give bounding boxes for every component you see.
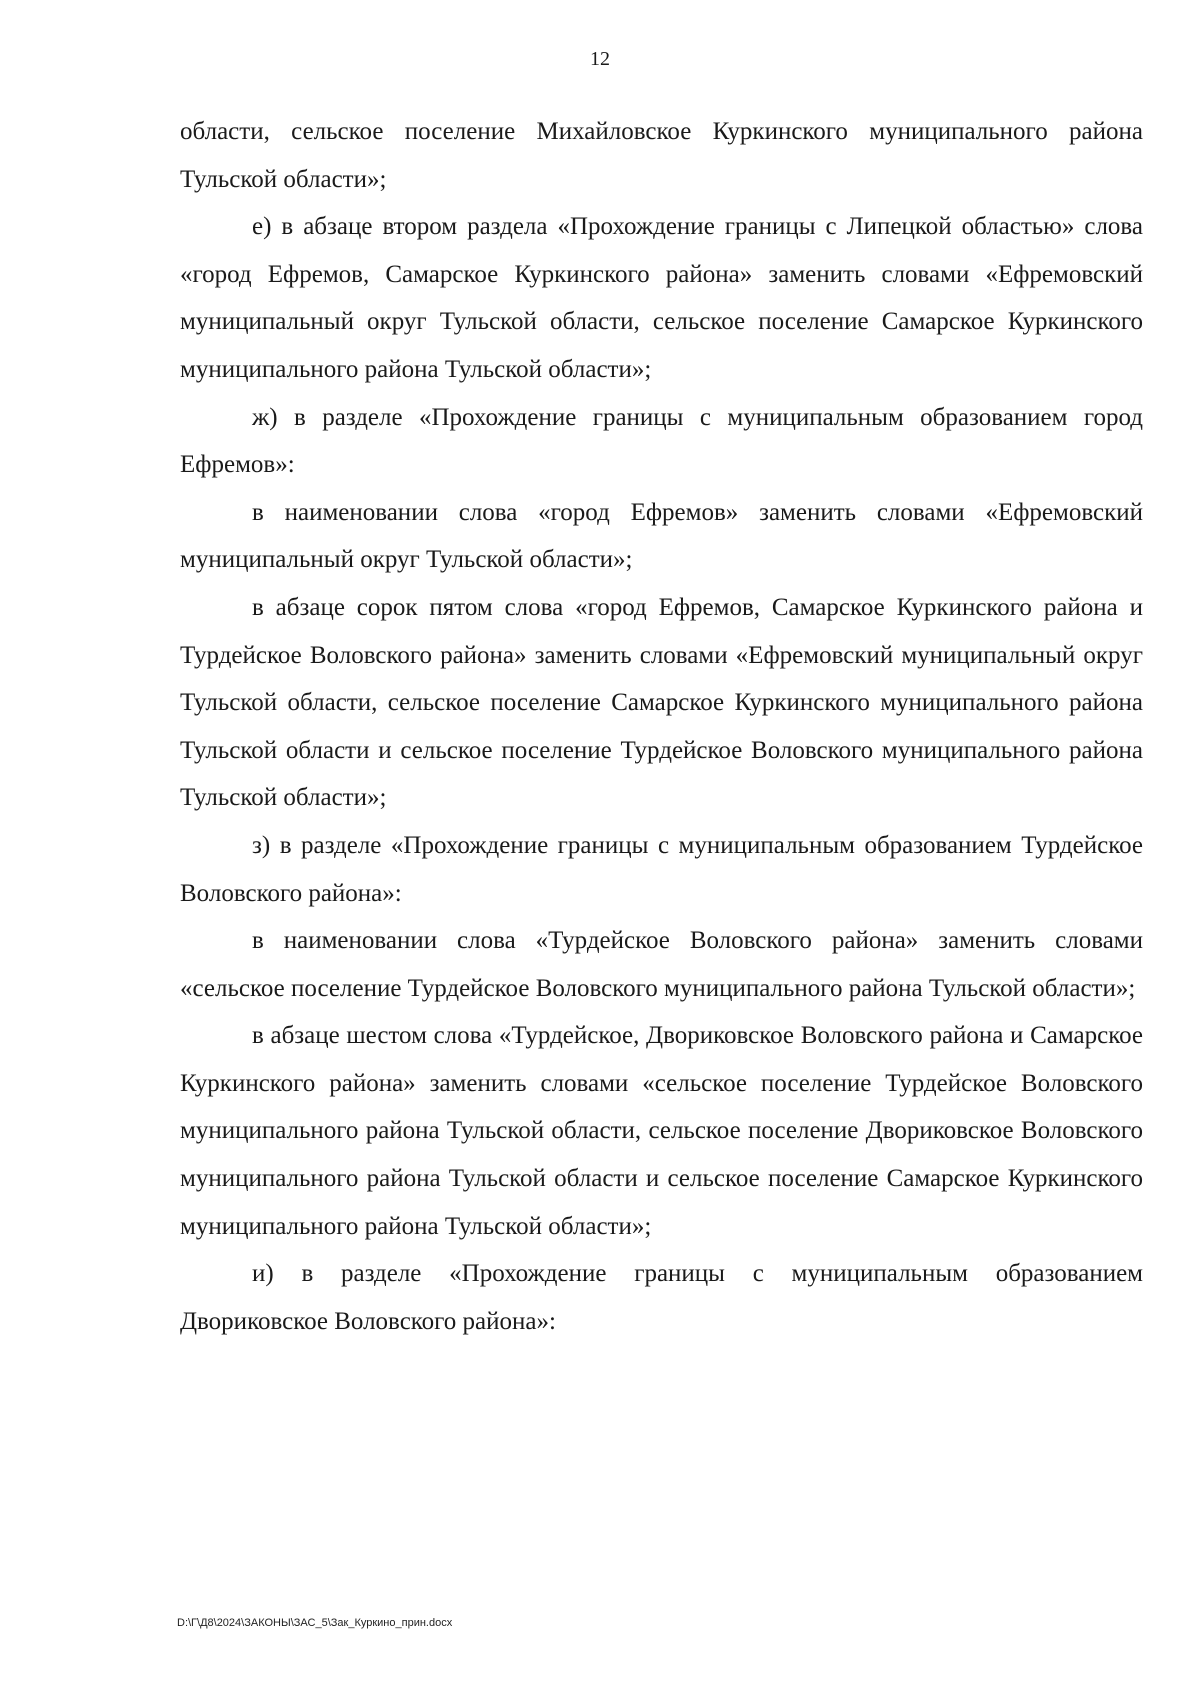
paragraph-item-z: з) в разделе «Прохождение границы с муниципальным образованием Турдейское Воловского района»: — [180, 831, 1143, 907]
paragraph-zh-abzac-45: в абзаце сорок пятом слова «город Ефремов, Самарское Куркинского района и Турдейское Воловского района» заменить словами «Ефремовский муниципальный округ Тульской области, сельское поселение Самарское Куркинского муниципального района Тульской области и сельское поселение Турдейское Воловского муниципального района Тульской области»; — [180, 593, 1143, 812]
paragraph-z-abzac-6: в абзаце шестом слова «Турдейское, Двориковское Воловского района и Самарское Куркинского района» заменить словами «сельское поселение Турдейское Воловского муниципального района Тульской области, сельское поселение Двориковское Воловского муниципального района Тульской области и сельское поселение Самарское Куркинского муниципального района Тульской области»; — [180, 1022, 1143, 1240]
paragraph-z-name: в наименовании слова «Турдейское Воловского района» заменить словами «сельское поселение Турдейское Воловского муниципального района Тульской области»; — [180, 927, 1143, 1002]
paragraph-item-zh: ж) в разделе «Прохождение границы с муниципальным образованием город Ефремов»: — [180, 403, 1143, 479]
paragraph-item-i: и) в разделе «Прохождение границы с муниципальным образованием Двориковское Воловского района»: — [180, 1260, 1143, 1335]
footer-file-path: D:\Г\Д8\2024\ЗАКОНЫ\ЗАС_5\Зак_Куркино_прин.docx — [177, 1617, 453, 1629]
paragraph-zh-name: в наименовании слова «город Ефремов» заменить словами «Ефремовский муниципальный округ Тульской области»; — [180, 498, 1143, 574]
document-body — [180, 108, 1143, 1345]
paragraph-continuation: области, сельское поселение Михайловское Куркинского муниципального района Тульской области»; — [180, 118, 1143, 193]
paragraph-item-e: е) в абзаце втором раздела «Прохождение границы с Липецкой областью» слова «город Ефремов, Самарское Куркинского района» заменить словами «Ефремовский муниципальный округ Тульской области, сельское поселение Самарское Куркинского муниципального района Тульской области»; — [180, 213, 1143, 383]
page-number: 12 — [590, 48, 610, 70]
